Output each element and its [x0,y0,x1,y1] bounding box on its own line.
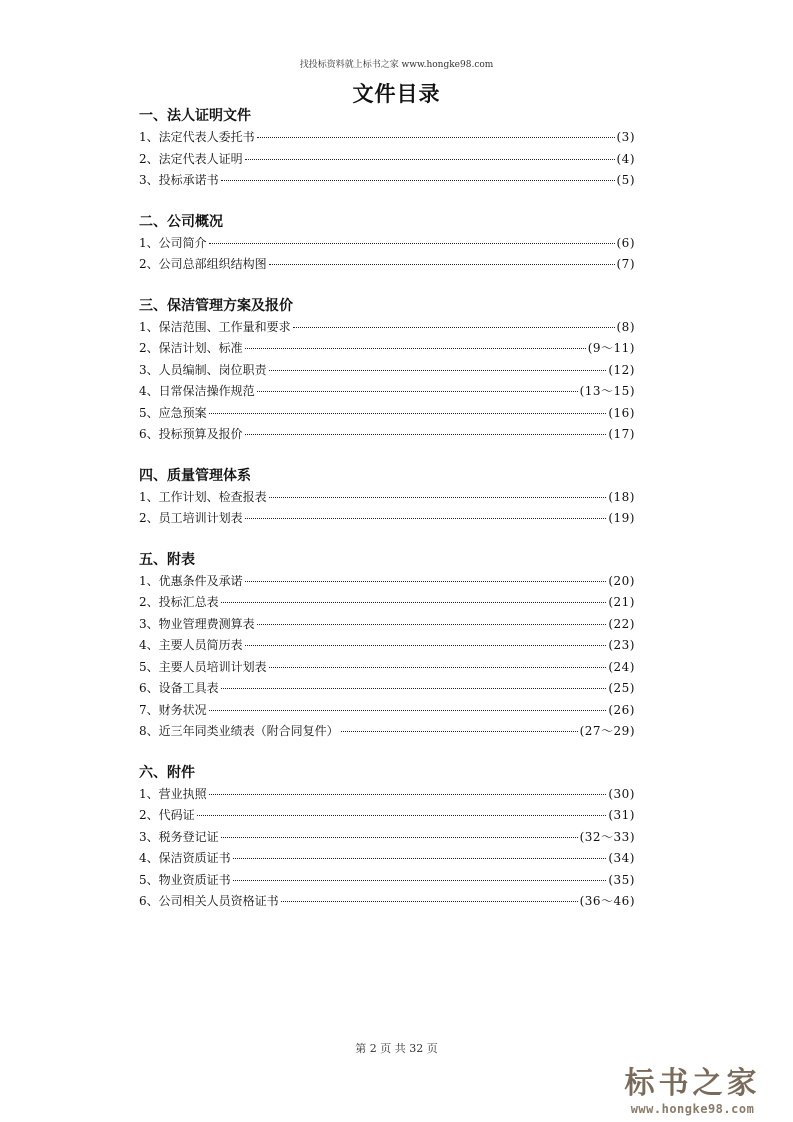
dot-leader [341,731,578,732]
toc-section [139,106,635,192]
toc-entry-page: (20) [608,573,635,588]
toc-entry-label: 2、保洁计划、标准 [139,341,243,355]
toc-entry[interactable] [139,848,635,870]
dot-leader [269,370,607,371]
toc-entry[interactable] [139,891,635,913]
toc-entry[interactable] [139,700,635,722]
toc-entry[interactable] [139,149,635,171]
dot-leader [233,858,607,859]
section-heading: 一、法人证明文件 [139,108,251,124]
toc-entry-page: (4) [616,151,635,166]
dot-leader [245,645,607,646]
toc-entry[interactable] [139,805,635,827]
toc-entry-label: 5、应急预案 [139,405,207,420]
toc-entry-page: (24) [608,659,635,674]
page-header: 找投标资料就上标书之家 www.hongke98.com [299,60,494,70]
toc-entry-label: 1、法定代表人委托书 [139,130,255,144]
toc-entry-page: (22) [608,616,635,631]
toc-entry-page: (7) [616,257,635,271]
dot-leader [245,159,615,160]
toc-entry-label: 6、投标预算及报价 [139,427,243,441]
dot-leader [221,837,578,838]
dot-leader [245,581,607,582]
toc-entry-page: (19) [608,511,635,525]
toc-entry-label: 1、公司简介 [139,235,207,250]
toc-entry-page: (5) [616,173,635,187]
dot-leader [233,880,607,881]
toc-entry[interactable] [139,635,635,657]
toc-entry-page: (26) [608,702,635,717]
toc-entry-label: 4、保洁资质证书 [139,851,231,865]
dot-leader [221,180,615,181]
dot-leader [221,602,607,603]
toc-section [139,212,635,276]
toc-entry-page: (25) [608,681,635,695]
toc-entry[interactable] [139,317,635,339]
dot-leader [209,243,615,244]
brand-logo: 标书之家 [624,1066,761,1101]
toc-entry[interactable] [139,487,635,509]
section-heading: 二、公司概况 [139,213,223,230]
toc-entry-page: (18) [608,489,635,504]
toc-entry-label: 2、公司总部组织结构图 [139,257,267,271]
dot-leader [245,434,607,435]
toc-entry-page: (36～46) [579,894,635,908]
toc-entry-label: 5、物业资质证书 [139,872,231,887]
toc-entry-label: 1、优惠条件及承诺 [139,573,243,588]
toc-section [139,466,635,530]
toc-entry-page: (16) [608,405,635,420]
toc-entry[interactable] [139,170,635,192]
toc-entry-page: (32～33) [579,829,635,844]
dot-leader [197,815,607,816]
dot-leader [293,327,615,328]
toc-entry-page: (8) [616,319,635,334]
toc-entry[interactable] [139,381,635,403]
toc-section [139,550,635,743]
toc-entry-page: (27～29) [579,724,635,738]
toc-entry[interactable] [139,571,635,593]
dot-leader [257,391,578,392]
toc-entry[interactable] [139,592,635,614]
toc-entry-label: 8、近三年同类业绩表（附合同复件） [139,724,339,738]
dot-leader [257,137,615,138]
toc-entry[interactable] [139,827,635,849]
toc-entry[interactable] [139,338,635,360]
toc-entry[interactable] [139,360,635,382]
dot-leader [245,348,586,349]
toc-entry-label: 1、工作计划、检查报表 [139,489,267,504]
toc-entry[interactable] [139,614,635,636]
toc-entry[interactable] [139,721,635,743]
toc-entry-label: 4、日常保洁操作规范 [139,384,255,398]
toc-entry-label: 6、设备工具表 [139,681,219,695]
toc-section [139,296,635,446]
toc-entry-page: (13～15) [579,384,635,398]
dot-leader [245,518,607,519]
dot-leader [281,901,578,902]
toc-entry[interactable] [139,127,635,149]
toc-entry-page: (35) [608,872,635,887]
toc-entry-page: (23) [608,638,635,652]
toc-entry-page: (34) [608,851,635,865]
table-of-contents [139,106,635,913]
toc-entry-label: 3、物业管理费测算表 [139,616,255,631]
dot-leader [257,624,607,625]
toc-section [139,763,635,913]
brand-url: www.hongke98.com [630,1102,755,1116]
toc-entry[interactable] [139,870,635,892]
toc-entry-label: 2、代码证 [139,808,195,822]
section-heading: 三、保洁管理方案及报价 [139,297,293,314]
toc-entry-label: 3、税务登记证 [139,829,219,844]
toc-entry-label: 2、员工培训计划表 [139,511,243,525]
toc-entry-page: (17) [608,427,635,441]
toc-entry-page: (31) [608,808,635,822]
page-footer: 第 2 页 共 32 页 [355,1042,438,1055]
toc-entry-label: 2、投标汇总表 [139,595,219,609]
dot-leader [209,413,607,414]
document-title: 文件目录 [352,82,441,106]
dot-leader [221,688,607,689]
toc-entry-page: (6) [616,235,635,250]
toc-entry-page: (30) [608,786,635,801]
dot-leader [269,497,607,498]
brand-watermark [610,1066,775,1116]
toc-entry-label: 1、营业执照 [139,786,207,801]
toc-entry-page: (9～11) [587,341,635,355]
toc-entry-page: (3) [616,130,635,144]
toc-entry-label: 7、财务状况 [139,702,207,717]
toc-entry-page: (21) [608,595,635,609]
toc-entry-page: (12) [608,362,635,377]
dot-leader [269,264,615,265]
toc-entry[interactable] [139,403,635,425]
toc-entry[interactable] [139,233,635,255]
dot-leader [269,667,607,668]
section-heading: 六、附件 [139,764,195,781]
toc-entry-label: 4、主要人员简历表 [139,638,243,652]
toc-entry[interactable] [139,424,635,446]
toc-entry[interactable] [139,508,635,530]
toc-entry[interactable] [139,657,635,679]
toc-entry-label: 3、人员编制、岗位职责 [139,362,267,377]
toc-entry-label: 3、投标承诺书 [139,173,219,187]
toc-entry[interactable] [139,678,635,700]
toc-entry-label: 5、主要人员培训计划表 [139,659,267,674]
section-heading: 五、附表 [139,551,195,568]
dot-leader [209,710,607,711]
toc-entry-label: 6、公司相关人员资格证书 [139,894,279,908]
toc-entry[interactable] [139,254,635,276]
dot-leader [209,794,607,795]
section-heading: 四、质量管理体系 [139,467,251,484]
toc-entry-label: 2、法定代表人证明 [139,151,243,166]
toc-entry-label: 1、保洁范围、工作量和要求 [139,319,291,334]
toc-entry[interactable] [139,784,635,806]
